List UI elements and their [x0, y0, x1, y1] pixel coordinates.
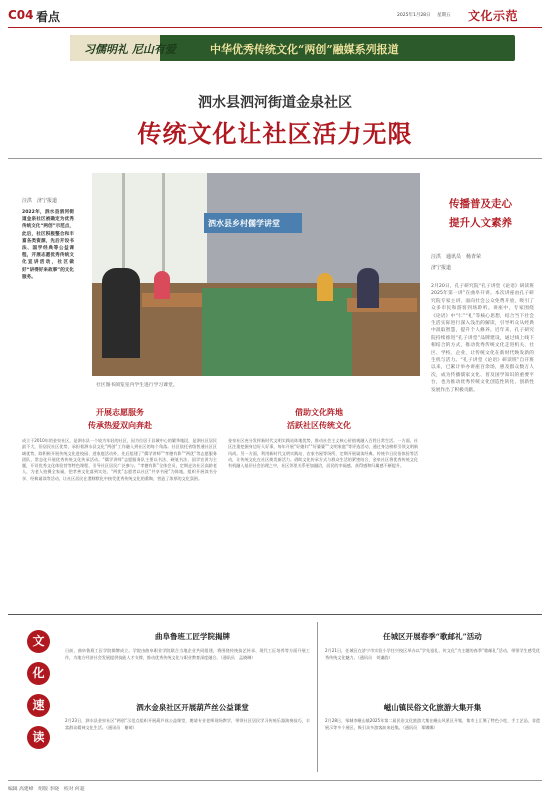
headline-rule	[8, 158, 542, 159]
section1-title-1: 开展志愿服务	[96, 407, 144, 417]
news-body: 2月28日，邹城市嵫山镇2025年第二届民俗文化旅游大集在嵫山风景区开集，集市上汇聚了特色小吃、手工艺品、非遗展示等多个展区，吸引众多游客前来赶集。（通讯员 郑娜娜）	[325, 718, 540, 730]
photo-banner-text: 泗水县乡村儒学讲堂	[208, 219, 280, 228]
news-body: 2月21日，任城区在济宁市实验小学任兴校区举办以“学先祖礼、传文化”为主题的春季“歌邮礼”活动，带领学生感受优秀传统文化魅力。（通讯员 刘谦韵）	[325, 648, 540, 660]
photo-student	[102, 268, 140, 358]
news-title: 曲阜鲁班工匠学院揭牌	[155, 632, 230, 641]
classroom-photo	[92, 173, 420, 376]
side-article-body: 2月20日，孔子研究院“孔子讲堂《论语》研读班2025年第一讲”在曲阜开讲。本次讲座由孔子研究院专家主讲，面向社会公众免费开放，吸引了众多市民和游客到场聆听。讲座中，专家围绕《论语》中“仁”“礼”等核心思想，结合当下社会生活实际进行深入浅出的解读，引导听众从经典中汲取智慧，提升个人修养。近年来，孔子研究院持续推进“孔子讲堂”品牌建设，通过线上线下相结合的方式，推动优秀传统文化走进机关、社区、学校、企业，让传统文化在新时代焕发新的生机与活力。“孔子讲堂《论语》研读班”自开班以来，已累计举办讲座百余场，惠及群众数万人次，成为传播儒家文化、普及国学知识的重要平台，也为推动优秀传统文化创造性转化、创新性发展作出了积极贡献。	[431, 284, 534, 393]
section2-title-2: 活跃社区传统文化	[287, 420, 351, 430]
photo-banner	[204, 213, 302, 233]
article-headline: 传统文化让社区活力无限	[137, 119, 413, 148]
article-kicker: 泗水县泗河街道金泉社区	[198, 95, 352, 111]
side-byline-2: 济宁报道	[431, 265, 452, 271]
paper-logo: 文化示范	[468, 9, 519, 23]
footer-rule	[8, 780, 542, 781]
photo-caption: 社区图书阅览室内学生进行学习课堂。	[96, 383, 178, 388]
news-label-char: 读	[27, 726, 50, 749]
issue-weekday: 星期五	[437, 13, 451, 18]
news-body: 2月23日，泗水县金泉社区“两创”示范点组织开展葫芦丝公益课堂，邀请专业老师现场教学，带领社区居民学习传统乐器演奏技巧，丰富群众精神文化生活。（通讯员 谢萌）	[65, 718, 310, 730]
news-title: 泗水金泉社区开展葫芦丝公益课堂	[136, 703, 249, 712]
header-rule	[8, 27, 542, 28]
section2-title-1: 借助文化阵地	[295, 407, 343, 417]
page-code: C04	[8, 8, 34, 22]
news-column-divider	[317, 622, 318, 772]
news-body: 日前，曲阜鲁班工匠学院揭牌成立。学院由曲阜职业学院联合当地企业共同组建，将围绕传统技艺传承、现代工匠培养等方面开展工作，为地方经济社会发展提供技能人才支撑，推动优秀传统文化与职业教育深度融合。（通讯员 孟晓琳）	[65, 648, 310, 660]
side-title-line-2: 提升人文素养	[449, 217, 512, 229]
section-name: 看点	[36, 10, 61, 24]
news-label-char: 速	[27, 694, 50, 717]
issue-date: 2025年1月28日	[397, 13, 431, 18]
footer-credits: 编辑 高建峰 组版 李晓 校对 何超	[8, 787, 85, 792]
photo-student	[317, 273, 333, 301]
side-title-line-1: 传播普及走心	[449, 198, 512, 210]
photo-desk	[142, 293, 202, 307]
section1-title-2: 传承热爱双向奔赴	[88, 420, 152, 430]
banner-calligraphy: 习儒明礼 尼山有爱	[84, 43, 176, 56]
news-top-rule	[8, 614, 542, 615]
article-byline: 汪洪 济宁报道	[22, 198, 58, 204]
news-title: 任城区开展春季“歌邮礼”活动	[383, 632, 482, 641]
news-label-char: 化	[27, 662, 50, 685]
photo-green-carpet	[202, 288, 352, 376]
banner-title: 中华优秀传统文化“两创”融媒系列报道	[210, 43, 399, 56]
series-banner	[70, 35, 515, 61]
news-title: 嵫山镇民俗文化旅游大集开集	[383, 703, 482, 712]
section1-body: 成立于2010年的金泉社区，是泗水县一个较为年轻的社区，因为位居于县城中心的繁华地段，是泗社区居民最不大，但居民社区优势，承担着泗水县文化“两创”工作融入到社区的每个角落。社区依托省级普通社区区域优势，除积极开展传统文化进校园、进家庭活动外，先后组建了“儒学讲师”“孝德有影”“两优”等志愿服务团队，常态化开展优秀传统文化传承活动。“儒学讲师”志愿服务队主要以书法、硬笔书法、国学宣讲为主题，开设优秀文化体验营等特色课程，引导社区居民广泛参与。“孝德有影”全体会员，定期走访社区高龄老人，为老人拍摄全家福，把孝善文化落到实处。“两优”志愿者以社区“共享书屋”为阵地，组织开展读书分享、经典诵读等活动，让社区居民在潜移默化中接受优秀传统文化的熏陶，营造了浓厚的文化氛围。	[22, 438, 217, 481]
side-byline-1: 汪洪 通讯员 杨青荣	[431, 254, 482, 260]
photo-student	[357, 268, 379, 308]
article-lead: 2022年，泗水县泗河街道金泉社区被确定为优秀传统文化“两创”示范点，此后，社区积极整合和丰富各类资源，先后开设书法、国学经典等公益课程，开展志愿优秀传统文化宣讲活动，社区做好“讲得好来故事”的文化服务。	[22, 210, 74, 280]
section2-body: 金泉社区充分发挥新时代文明实践站阵地优势，推动社会主义核心价值观融入百姓日常生活。一方面，社区注重挖掘身边好人好事，每年开展“好媳妇”“好婆婆”“文明家庭”等评选活动，通过身边榜样引领文明新风尚。另一方面，利用新时代文明实践站、农家书屋等场所，定期开展诵读经典、传统节日民俗体验等活动，让传统文化在社区焕发新活力。借助文化传承方式与群众生活的紧密结合，金泉社区将优秀传统文化有机融入基层社会治理之中，社区邻里关系更加融洽，居民的幸福感、获得感和归属感不断提升。	[228, 438, 418, 469]
news-label-char: 文	[27, 630, 50, 653]
photo-student	[154, 271, 170, 299]
